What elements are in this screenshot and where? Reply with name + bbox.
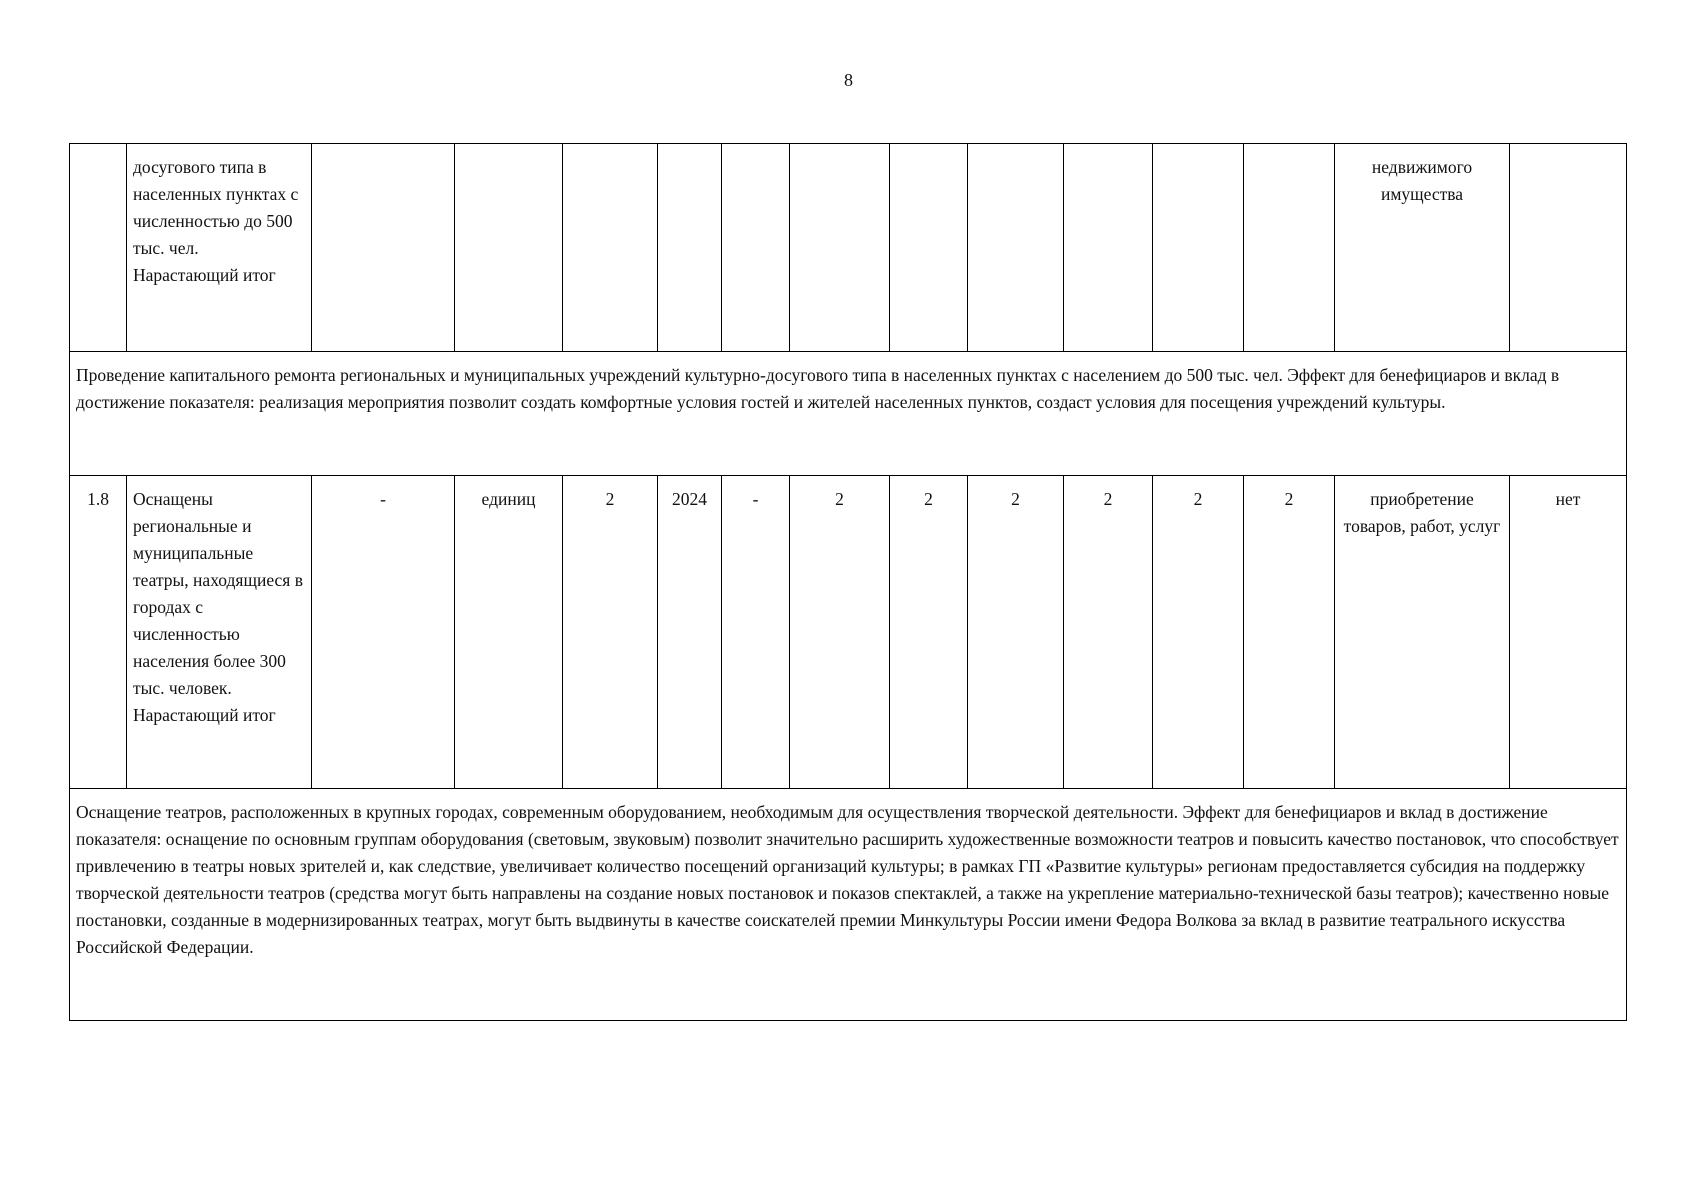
method-cell: приобретение товаров, работ, услуг xyxy=(1335,476,1510,789)
description-text: Проведение капитального ремонта региональных и муниципальных учреждений культурно-досугового типа в населенных пунктах с населением до 500 тыс. чел. Эффект для бенефициаров и вклад в достижение показателя: реализация мероприятия позволит создать комфортные условия гостей и жителей населенных пунктов, создаст условия для посещения учреждений культуры. xyxy=(70,352,1627,476)
row-number xyxy=(70,144,127,352)
table-cell xyxy=(968,144,1064,352)
table-cell: 2 xyxy=(890,476,968,789)
flag-cell: нет xyxy=(1510,476,1627,789)
table-cell: 2 xyxy=(1244,476,1335,789)
description-row xyxy=(70,352,1627,476)
table-cell xyxy=(790,144,890,352)
table-cell: 2 xyxy=(1153,476,1244,789)
flag-cell xyxy=(1510,144,1627,352)
method-cell: недвижимого имущества xyxy=(1335,144,1510,352)
table-row xyxy=(70,144,1627,352)
indicator-name: досугового типа в населенных пунктах с численностью до 500 тыс. чел. Нарастающий итог xyxy=(127,144,312,352)
table-row xyxy=(70,476,1627,789)
description-row xyxy=(70,789,1627,1021)
table-cell: 2 xyxy=(563,476,658,789)
table-cell xyxy=(722,144,790,352)
table-cell xyxy=(1064,144,1153,352)
table-cell xyxy=(1244,144,1335,352)
table-cell xyxy=(312,144,455,352)
table-cell: 2 xyxy=(790,476,890,789)
table-cell: - xyxy=(722,476,790,789)
description-text: Оснащение театров, расположенных в крупных городах, современным оборудованием, необходимым для осуществления творческой деятельности. Эффект для бенефициаров и вклад в достижение показателя: оснащение по основным группам оборудования (световым, звуковым) позволит значительно расширить художественные возможности театров и повысить качество постановок, что способствует привлечению в театры новых зрителей и, как следствие, увеличивает количество посещений организаций культуры; в рамках ГП «Развитие культуры» регионам предоставляется субсидия на поддержку творческой деятельности театров (средства могут быть направлены на создание новых постановок и показов спектаклей, а также на укрепление материально-технической базы театров); качественно новые постановки, созданные в модернизированных театрах, могут быть выдвинуты в качестве соискателей премии Минкультуры России имени Федора Волкова за вклад в развитие театрального искусства Российской Федерации. xyxy=(70,789,1627,1021)
table-cell: 2 xyxy=(968,476,1064,789)
unit-cell: единиц xyxy=(455,476,563,789)
page-number: 8 xyxy=(844,70,853,90)
row-number: 1.8 xyxy=(70,476,127,789)
indicator-name: Оснащены региональные и муниципальные театры, находящиеся в городах с численностью населения более 300 тыс. человек. Нарастающий итог xyxy=(127,476,312,789)
table-cell xyxy=(658,144,722,352)
table-cell: - xyxy=(312,476,455,789)
table-cell xyxy=(563,144,658,352)
indicators-table xyxy=(69,143,1627,1021)
table-cell xyxy=(455,144,563,352)
table-cell xyxy=(890,144,968,352)
table-cell: 2 xyxy=(1064,476,1153,789)
year-cell: 2024 xyxy=(658,476,722,789)
table-cell xyxy=(1153,144,1244,352)
